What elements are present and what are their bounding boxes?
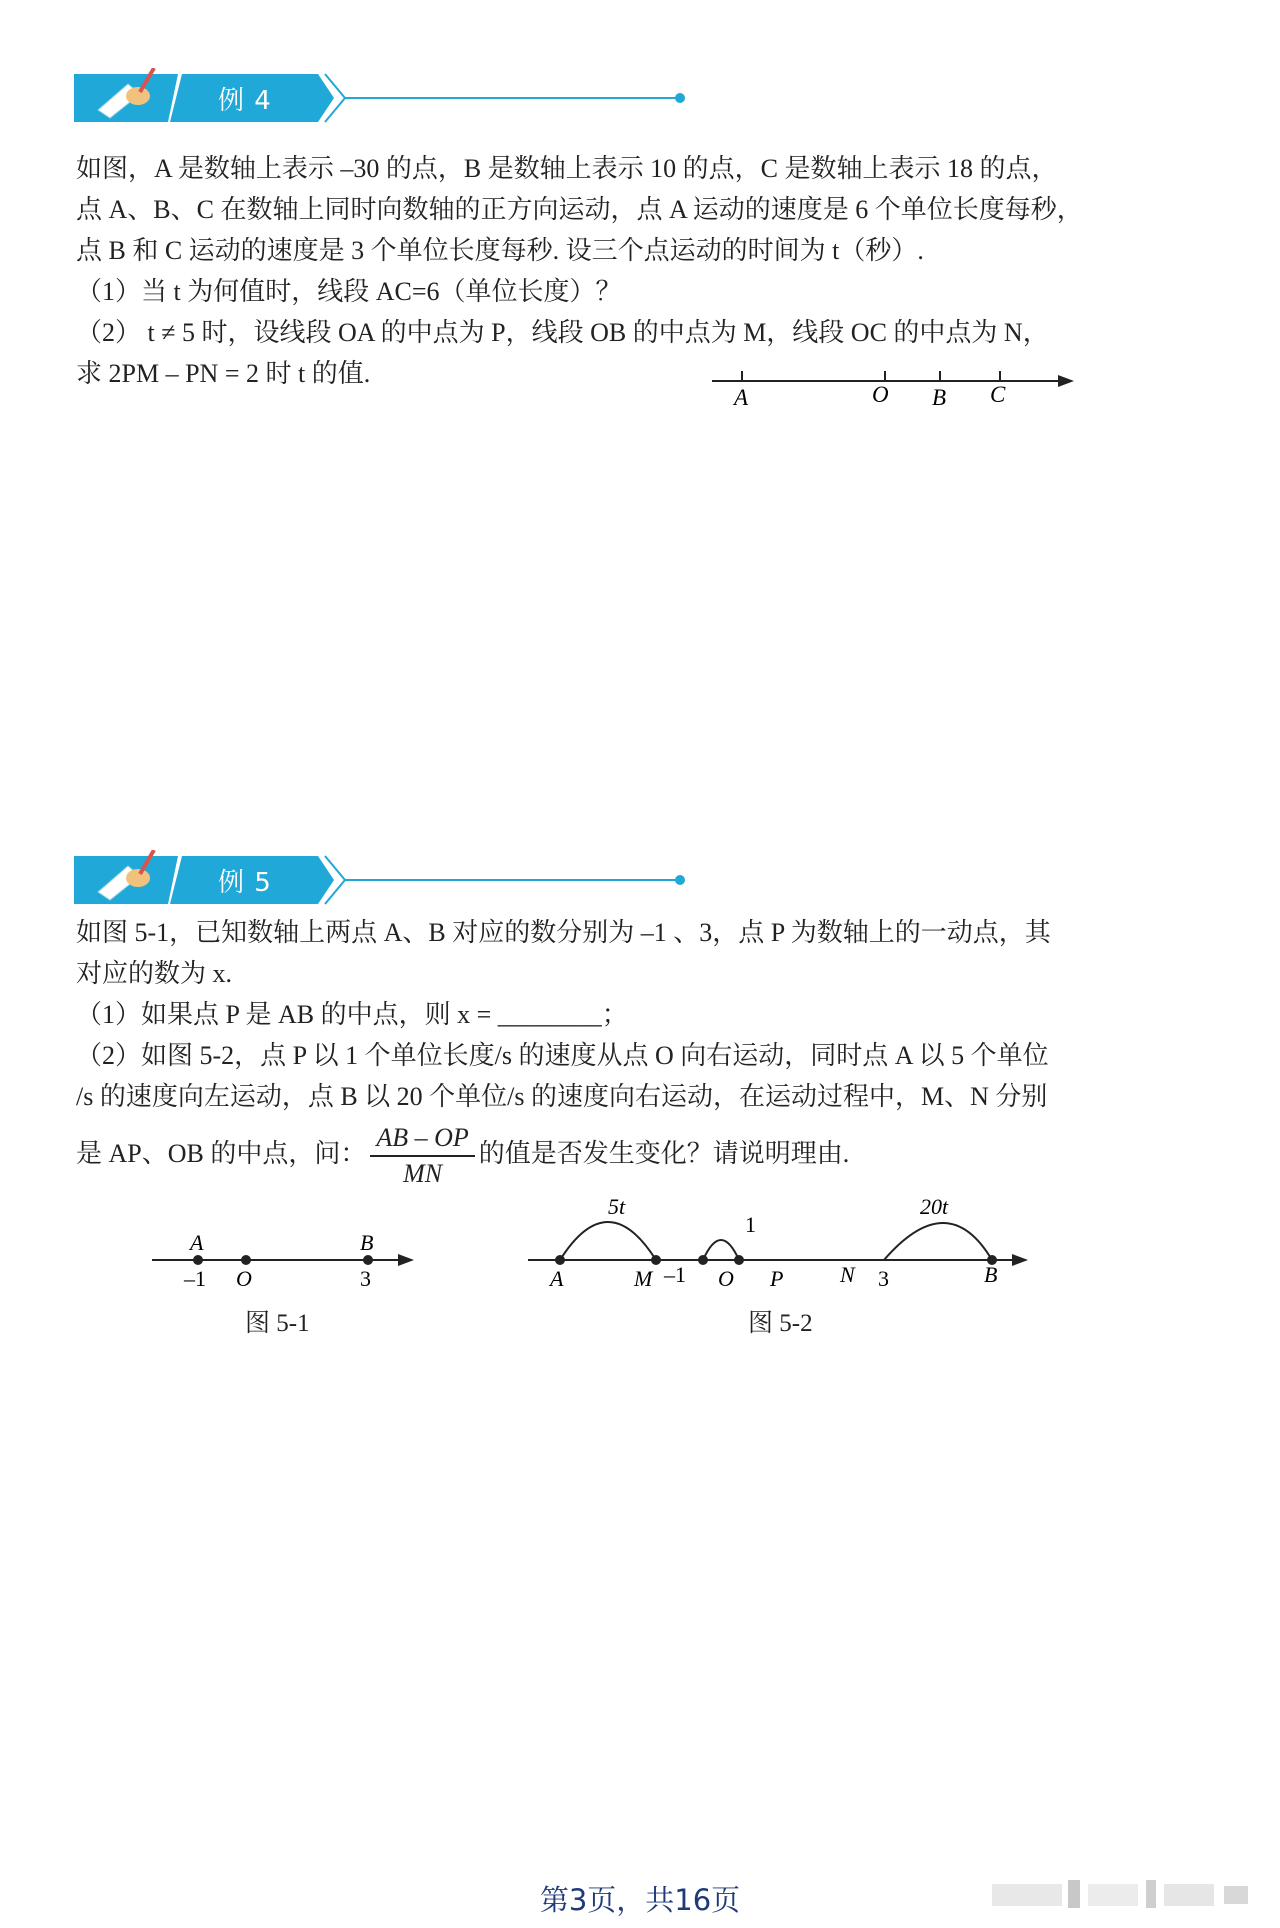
question-2-cont: 求 2PM – PN = 2 时 t 的值. <box>76 359 371 388</box>
label-a: A <box>190 1230 204 1255</box>
arc-label-1: 1 <box>745 1212 756 1237</box>
question-2-cont: /s 的速度向左运动，点 B 以 20 个单位/s 的速度向右运动，在运动过程中，M、N 分别 <box>76 1082 1048 1111</box>
question-2-prefix: 是 AP、OB 的中点，问： <box>76 1138 367 1168</box>
label-c: C <box>990 382 1006 407</box>
example4-title: 例 4 <box>218 86 272 116</box>
label-minus-one: –1 <box>664 1262 686 1287</box>
label-three: 3 <box>360 1266 371 1291</box>
point-o <box>698 1255 708 1265</box>
point-m <box>651 1255 661 1265</box>
label-m: M <box>634 1266 653 1291</box>
example5-banner <box>0 850 700 910</box>
label-o: O <box>872 382 889 407</box>
point-b <box>363 1255 373 1265</box>
problem-line: 如图，A 是数轴上表示 –30 的点，B 是数轴上表示 10 的点，C 是数轴上表示 18 的点， <box>76 154 1058 183</box>
axis-arrow <box>398 1254 414 1266</box>
figure-5-2 <box>520 1190 1040 1300</box>
banner-graphic <box>0 68 700 128</box>
figure-5-1 <box>148 1220 428 1300</box>
fraction <box>370 1121 474 1191</box>
arc-label-20t: 20t <box>920 1194 949 1219</box>
label-p: P <box>770 1266 784 1291</box>
page-number: 第3页，共16页 <box>539 1883 741 1917</box>
example4-number-line <box>700 355 1100 415</box>
example5-title: 例 5 <box>218 868 272 898</box>
axis-arrow <box>1012 1254 1028 1266</box>
example4-banner <box>0 68 700 128</box>
fraction-numerator: AB – OP <box>370 1121 474 1157</box>
point-p <box>734 1255 744 1265</box>
scroll-bars-icon <box>992 1880 1262 1910</box>
fraction-denominator: MN <box>403 1159 443 1188</box>
question-1: （1）如果点 P 是 AB 的中点，则 x = ________； <box>76 1000 628 1029</box>
label-a: A <box>734 385 749 410</box>
figure-5-1-caption: 图 5-1 <box>245 1310 310 1337</box>
arc-label-5t: 5t <box>608 1194 626 1219</box>
label-o: O <box>718 1266 734 1291</box>
point-a <box>555 1255 565 1265</box>
question-2-suffix: 的值是否发生变化？请说明理由. <box>478 1138 850 1168</box>
axis-arrow <box>1058 375 1074 387</box>
problem-line: 如图 5-1，已知数轴上两点 A、B 对应的数分别为 –1 、3，点 P 为数轴上的一动点，其 <box>76 918 1051 947</box>
problem-line: 点 B 和 C 运动的速度是 3 个单位长度每秒. 设三个点运动的时间为 t（秒）. <box>76 236 924 265</box>
point-o <box>241 1255 251 1265</box>
label-b: B <box>984 1262 998 1287</box>
arc-1 <box>703 1240 739 1260</box>
point-a <box>193 1255 203 1265</box>
label-o: O <box>236 1266 252 1291</box>
question-2-last <box>76 1121 1116 1191</box>
label-a: A <box>550 1266 564 1291</box>
label-minus-one: –1 <box>184 1266 206 1291</box>
question-2: （2） t ≠ 5 时，设线段 OA 的中点为 P，线段 OB 的中点为 M，线段 OC 的中点为 N， <box>76 318 1049 347</box>
figure-5-2-caption: 图 5-2 <box>748 1310 813 1337</box>
arc-20t <box>884 1223 992 1260</box>
arc-5t <box>560 1222 656 1260</box>
example5-problem <box>76 912 1116 1191</box>
problem-line: 点 A、B、C 在数轴上同时向数轴的正方向运动，点 A 运动的速度是 6 个单位长度每秒， <box>76 195 1083 224</box>
label-b: B <box>932 385 947 410</box>
question-1: （1）当 t 为何值时，线段 AC=6（单位长度）？ <box>76 277 622 306</box>
banner-graphic <box>0 850 700 910</box>
problem-line: 对应的数为 x. <box>76 959 233 988</box>
label-b: B <box>360 1230 374 1255</box>
question-2: （2）如图 5-2，点 P 以 1 个单位长度/s 的速度从点 O 向右运动，同时点 A 以 5 个单位 <box>76 1041 1049 1070</box>
label-n: N <box>840 1262 855 1287</box>
label-three: 3 <box>878 1266 889 1291</box>
